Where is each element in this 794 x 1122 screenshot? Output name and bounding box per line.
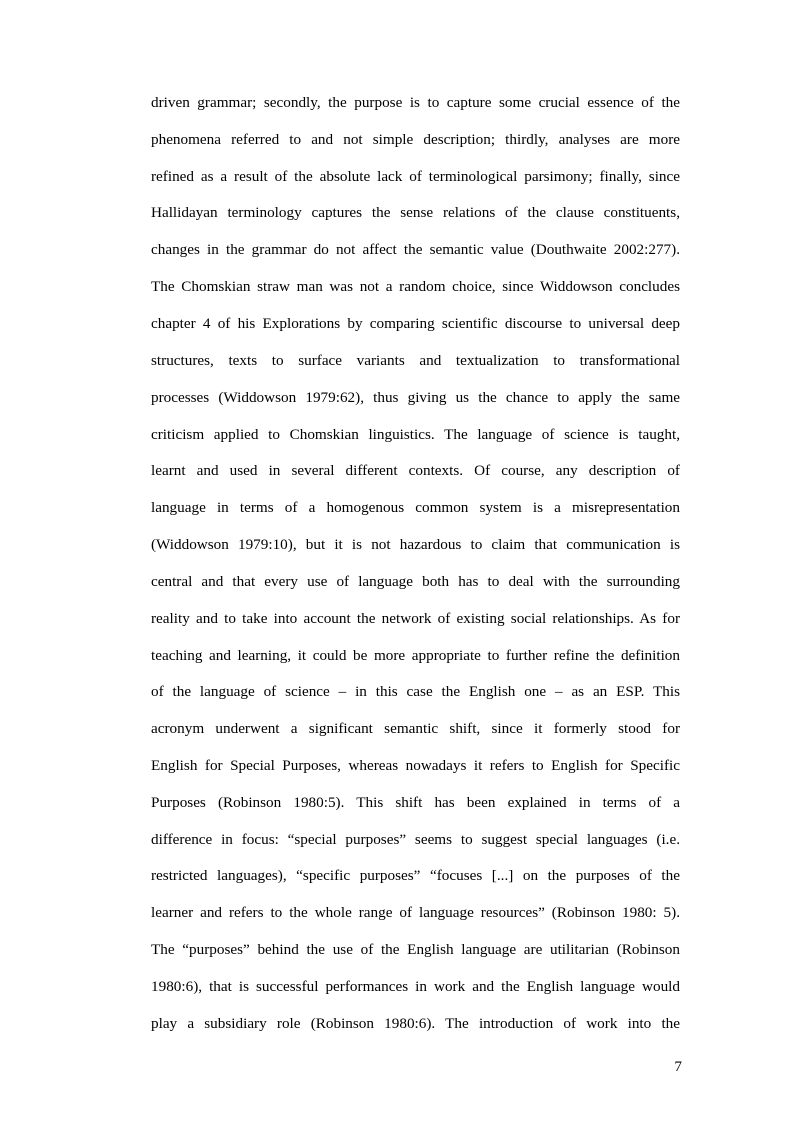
body-text-line-13: (Widdowson 1979:10), but it is not hazardous to claim that communication is <box>151 536 680 553</box>
body-text-line-20: Purposes (Robinson 1980:5). This shift has been explained in terms of a <box>151 794 680 811</box>
body-text-line-23: learner and refers to the whole range of language resources” (Robinson 1980: 5). <box>151 904 680 921</box>
body-text-line-15: reality and to take into account the network of existing social relationships. As for <box>151 610 680 627</box>
body-text-line-7: chapter 4 of his Explorations by comparing scientific discourse to universal deep <box>151 315 680 332</box>
body-text-line-24: The “purposes” behind the use of the English language are utilitarian (Robinson <box>151 941 680 958</box>
body-text-line-4: Hallidayan terminology captures the sense relations of the clause constituents, <box>151 204 680 221</box>
body-text-line-22: restricted languages), “specific purposes” “focuses [...] on the purposes of the <box>151 867 680 884</box>
body-text-line-3: refined as a result of the absolute lack of terminological parsimony; finally, since <box>151 168 680 185</box>
page-number: 7 <box>674 1058 682 1075</box>
body-text-line-12: language in terms of a homogenous common system is a misrepresentation <box>151 499 680 516</box>
body-text-line-21: difference in focus: “special purposes” seems to suggest special languages (i.e. <box>151 831 680 848</box>
body-text-line-25: 1980:6), that is successful performances in work and the English language would <box>151 978 680 995</box>
body-text-line-6: The Chomskian straw man was not a random choice, since Widdowson concludes <box>151 278 680 295</box>
body-text-line-8: structures, texts to surface variants and textualization to transformational <box>151 352 680 369</box>
body-text-line-1: driven grammar; secondly, the purpose is to capture some crucial essence of the <box>151 94 680 111</box>
body-text-line-26: play a subsidiary role (Robinson 1980:6). The introduction of work into the <box>151 1015 680 1032</box>
body-text-line-11: learnt and used in several different contexts. Of course, any description of <box>151 462 680 479</box>
body-text-line-18: acronym underwent a significant semantic shift, since it formerly stood for <box>151 720 680 737</box>
body-text-line-17: of the language of science – in this case the English one – as an ESP. This <box>151 683 680 700</box>
body-text-line-2: phenomena referred to and not simple description; thirdly, analyses are more <box>151 131 680 148</box>
body-text-line-5: changes in the grammar do not affect the semantic value (Douthwaite 2002:277). <box>151 241 680 258</box>
body-text-line-10: criticism applied to Chomskian linguistics. The language of science is taught, <box>151 426 680 443</box>
body-text-line-19: English for Special Purposes, whereas nowadays it refers to English for Specific <box>151 757 680 774</box>
body-text-line-9: processes (Widdowson 1979:62), thus giving us the chance to apply the same <box>151 389 680 406</box>
body-text-line-14: central and that every use of language both has to deal with the surrounding <box>151 573 680 590</box>
body-text-line-16: teaching and learning, it could be more appropriate to further refine the definition <box>151 647 680 664</box>
